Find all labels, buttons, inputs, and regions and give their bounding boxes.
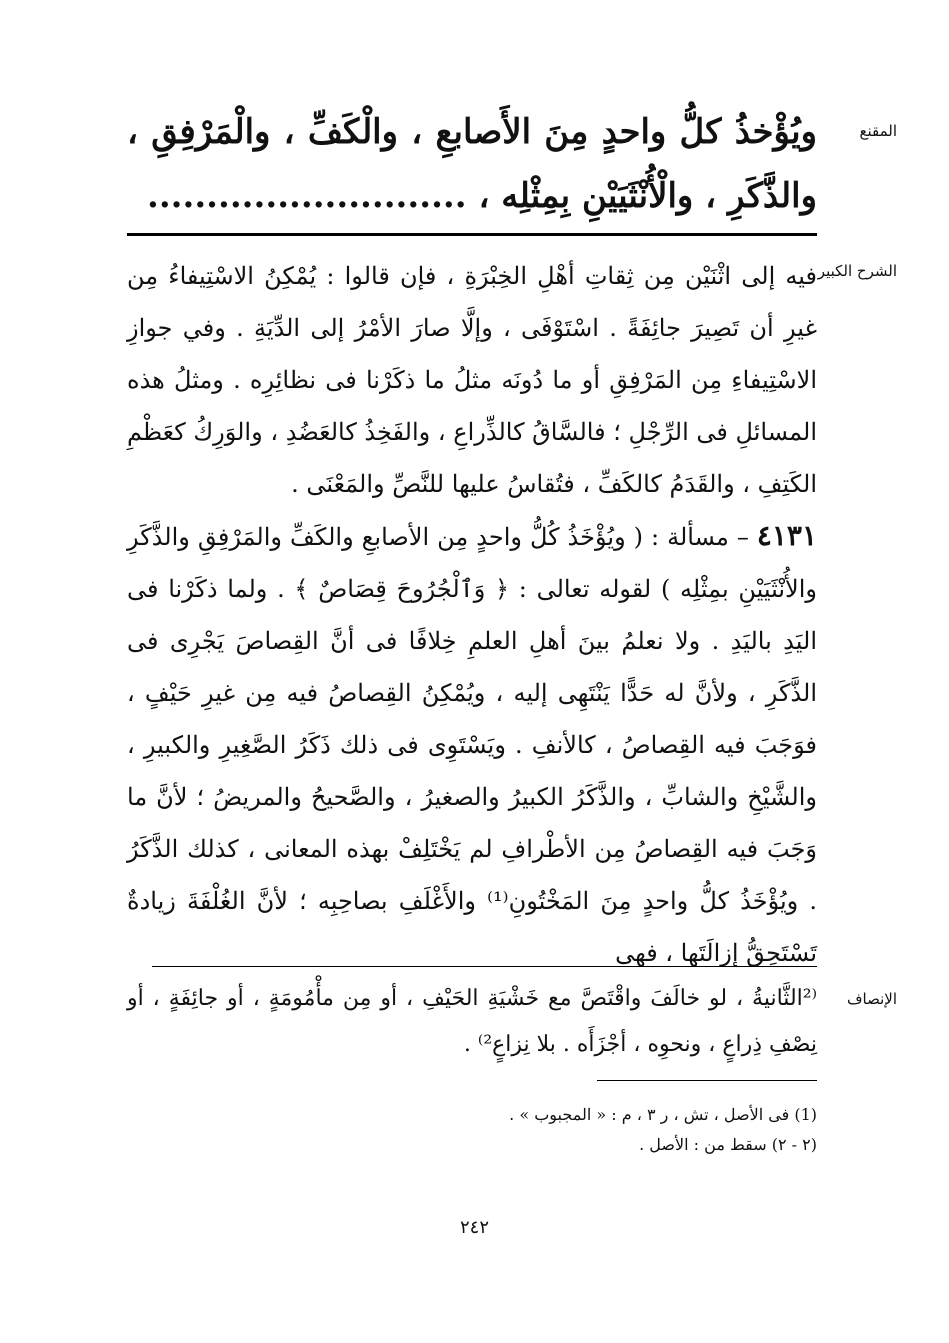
insaf-text: ⁽²الثَّانيةُ ، لو خالَفَ واقْتَصَّ مع خَشْيَةِ الحَيْفِ ، أو مِن مأْمُومَةٍ ، أو جائِفَةٍ ، أو نِصْفِ ذِراعٍ ، ونحوِه ، أجْزَأَه . بلا نِزاعٍ²⁾ .: [127, 986, 817, 1057]
muqni-label: المقنع: [859, 122, 897, 140]
insaf-divider: [152, 966, 817, 967]
sharh-paragraph-2: [127, 510, 817, 979]
sharh-text-block: [127, 250, 817, 979]
sharh-paragraph-2-text: – مسألة : ( ويُؤْخَذُ كُلُّ واحدٍ مِن الأصابعِ والكَفِّ والمَرْفِقِ والذَّكَرِ والأُنْثَيَيْنِ بمِثْلِه ) لقوله تعالى : ﴿ وَٱلْجُرُوحَ قِصَاصٌ ﴾ . ولما ذكَرْنا فى اليَدِ باليَدِ . ولا نعلمُ بينَ أهلِ العلمِ خِلافًا فى أنَّ القِصاصَ يَجْرِى فى الذَّكَرِ ، ولأنَّ له حَدًّا يَنْتَهِى إليه ، ويُمْكِنُ القِصاصُ فيه مِن غيرِ حَيْفٍ ، فوَجَبَ فيه القِصاصُ ، كالأنفِ . ويَسْتَوِى فى ذلك ذَكَرُ الصَّغِيرِ والكبيرِ ، والشَّيْخِ والشابِّ ، والذَّكَرُ الكبيرُ والصغيرُ ، والصَّحيحُ والمريضُ ؛ لأنَّ ما وَجَبَ فيه القِصاصُ مِن الأطْرافِ لم يَخْتَلِفْ بهذه المعانى ، كذلك الذَّكَرُ . ويُؤْخَذُ كلُّ واحدٍ مِنَ المَخْتُونِ⁽¹⁾ والأَغْلَفِ بصاحِبِه ؛ لأنَّ الغُلْفَةَ زيادةٌ تَسْتَحِقُّ إزالَتَها ، فهى: [127, 523, 818, 967]
issue-number: ٤١٣١: [756, 519, 817, 552]
footnote-divider: [597, 1080, 817, 1081]
footnote-2: (٢ - ٢) سقط من : الأصل .: [639, 1135, 817, 1154]
sharh-label: الشرح الكبير: [817, 262, 897, 280]
sharh-paragraph-1: فيه إلى اثْنَيْن مِن ثِقاتِ أهْلِ الخِبْرَةِ ، فإن قالوا : يُمْكِنُ الاسْتِيفاءُ مِن غيرِ أن تَصِيرَ جائِفَةً . اسْتَوْفَى ، وإلَّا صارَ الأمْرُ إلى الدِّيَةِ . وفي جوازِ الاسْتِيفاءِ مِن المَرْفِقِ أو ما دُونَه مثلُ ما ذكَرْنا فى نظائِرِه . ومثلُ هذه المسائلِ فى الرِّجْلِ ؛ فالسَّاقُ كالذِّراعِ ، والفَخِذُ كالعَضُدِ ، والوَرِكُ كعَظْمِ الكَتِفِ ، والقَدَمُ كالكَفِّ ، فتُقاسُ عليها للنَّصِّ والمَعْنَى .: [127, 262, 817, 498]
insaf-label: الإنصاف: [846, 990, 897, 1008]
muqni-dots: ...........................: [146, 176, 467, 216]
page-number: ٢٤٢: [459, 1217, 489, 1238]
footnote-1: (1) فى الأصل ، تش ، ر ٣ ، م : « المجبوب » .: [509, 1105, 817, 1124]
footnotes: [127, 1100, 817, 1160]
muqni-text: ويُؤْخذُ كلُّ واحدٍ مِنَ الأَصابعِ ، والْكَفِّ ، والْمَرْفِقِ ، والذَّكَرِ ، والْأُنْثَيَيْنِ بِمِثْلِه ،: [127, 112, 817, 216]
muqni-text-block: [127, 100, 817, 228]
section-divider: [127, 233, 817, 236]
